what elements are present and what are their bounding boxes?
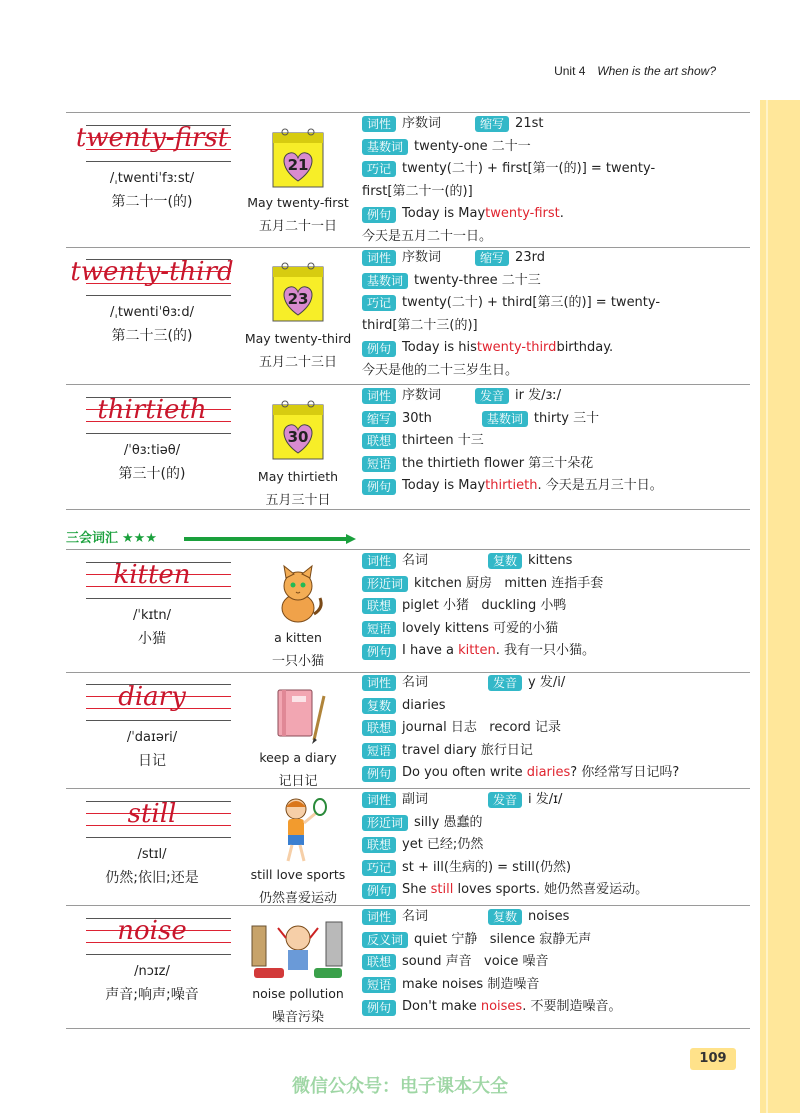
row-text: ir 发/ɜː/	[515, 388, 562, 403]
detail-row	[362, 595, 750, 618]
detail-row	[362, 640, 750, 663]
calendar-number: 21	[287, 156, 309, 174]
detail-rows	[362, 113, 750, 249]
row-text: diaries	[402, 697, 446, 713]
tag-label: 复数	[488, 909, 522, 925]
tag-label: 联想	[362, 720, 396, 736]
tag-label: 词性	[362, 553, 396, 569]
tag-label: 缩写	[475, 250, 509, 266]
calendar-number: 30	[287, 428, 309, 446]
calendar-icon	[271, 399, 325, 461]
picture-caption-zh: 五月二十三日	[258, 355, 337, 370]
watermark-text: 微信公众号：电子课本大全	[292, 1076, 508, 1097]
detail-rows	[362, 247, 750, 383]
word-phonetic: /stɪl/	[137, 847, 167, 862]
detail-rows	[362, 672, 750, 785]
detail-row	[362, 315, 750, 338]
detail-row	[362, 453, 750, 476]
detail-row	[362, 740, 750, 763]
picture-caption-en: keep a diary	[259, 750, 337, 765]
tag-label: 反义词	[362, 932, 408, 948]
detail-row	[362, 550, 750, 573]
picture-caption-zh: 五月三十日	[265, 493, 331, 508]
row-text: 名词	[402, 909, 429, 924]
tag-label: 联想	[362, 433, 396, 449]
tag-label: 缩写	[362, 411, 396, 427]
row-text: thirteen 十三	[402, 433, 484, 449]
row-text: kittens	[528, 553, 573, 568]
picture-caption-zh: 一只小猫	[271, 654, 324, 669]
tag-label: 形近词	[362, 576, 408, 592]
calendar-icon	[271, 127, 325, 189]
example-text: Today is his	[402, 340, 477, 356]
example-text: She	[402, 882, 431, 898]
word-handwriting: diary	[118, 682, 186, 712]
detail-row	[362, 672, 750, 695]
example-text: Today is May	[402, 206, 486, 222]
tag-label: 基数词	[482, 411, 528, 427]
highlight-word: thirtieth	[485, 478, 538, 494]
row-text: sound 声音 voice 噪音	[402, 954, 549, 970]
tag-label: 例句	[362, 766, 396, 782]
star-rating-icon: ★★★	[122, 531, 157, 546]
tag-label: 词性	[362, 792, 396, 808]
detail-row	[362, 337, 750, 360]
unit-label: Unit 4	[554, 64, 586, 78]
vocab-entry-twenty-first	[66, 112, 750, 248]
highlight-word: kitten	[458, 643, 496, 659]
example-text: Do you often write	[402, 765, 527, 781]
detail-row	[362, 951, 750, 974]
row-text: lovely kittens 可爱的小猫	[402, 620, 559, 636]
row-text: 名词	[402, 553, 429, 568]
word-meaning: 第二十一(的)	[111, 194, 193, 210]
tag-label: 短语	[362, 977, 396, 993]
highlight-word: twenty-third	[476, 340, 557, 356]
tag-label: 基数词	[362, 139, 408, 155]
row-text: 21st	[515, 116, 544, 131]
tag-label: 基数词	[362, 273, 408, 289]
detail-row	[362, 857, 750, 880]
detail-row	[362, 789, 750, 812]
detail-row	[362, 181, 750, 204]
calendar-number: 23	[287, 290, 309, 308]
detail-row	[362, 158, 750, 181]
detail-row	[362, 762, 750, 785]
vocab-entry-thirtieth	[66, 385, 750, 510]
detail-row	[362, 996, 750, 1019]
word-phonetic: /ˌtwentiˈθɜːd/	[109, 305, 195, 320]
row-text: 今天是他的二十三岁生日。	[362, 362, 519, 378]
section-header	[66, 527, 356, 547]
tag-label: 词性	[362, 909, 396, 925]
example-text: . 我有一只小猫。	[495, 643, 595, 659]
tag-label: 短语	[362, 456, 396, 472]
detail-row	[362, 292, 750, 315]
tag-label: 联想	[362, 837, 396, 853]
word-meaning: 仍然;依旧;还是	[105, 870, 199, 886]
row-text: journal 日志 record 记录	[402, 720, 561, 736]
vocab-entry-twenty-third	[66, 247, 750, 385]
tag-label: 词性	[362, 675, 396, 691]
example-text: I have a	[402, 643, 459, 659]
highlight-word: noises	[480, 999, 523, 1015]
detail-row	[362, 717, 750, 740]
word-phonetic: /ˌtwentiˈfɜːst/	[109, 171, 195, 186]
row-text: quiet 宁静 silence 寂静无声	[414, 931, 592, 947]
detail-row	[362, 408, 750, 431]
page-header	[554, 64, 716, 78]
tag-label: 复数	[488, 553, 522, 569]
detail-row	[362, 136, 750, 159]
word-phonetic: /ˈθɜːtiəθ/	[123, 443, 181, 458]
row-text: 序数词	[402, 388, 442, 403]
tag-label: 例句	[362, 883, 396, 899]
row-text: 23rd	[515, 250, 545, 265]
word-phonetic: /nɔɪz/	[134, 964, 170, 979]
calendar-icon	[271, 261, 325, 323]
detail-row	[362, 270, 750, 293]
picture-caption-zh: 噪音污染	[271, 1010, 324, 1025]
picture-caption-en: May twenty-third	[244, 331, 352, 346]
tag-label: 例句	[362, 479, 396, 495]
detail-row	[362, 974, 750, 997]
detail-row	[362, 929, 750, 952]
word-handwriting: twenty-third	[70, 257, 234, 287]
section-label: 三会词汇	[66, 531, 119, 546]
example-text: loves sports. 她仍然喜爱运动。	[453, 882, 649, 898]
detail-row	[362, 385, 750, 408]
detail-row	[362, 360, 750, 383]
tag-label: 巧记	[362, 860, 396, 876]
tag-label: 例句	[362, 644, 396, 660]
tag-label: 联想	[362, 598, 396, 614]
detail-row	[362, 618, 750, 641]
example-text: .	[559, 206, 564, 222]
picture-caption-zh: 五月二十一日	[258, 219, 337, 234]
tag-label: 发音	[488, 792, 522, 808]
row-text: twenty(二十) + first[第一(的)] = twenty-	[402, 161, 656, 177]
word-meaning: 小猫	[138, 631, 166, 647]
tag-label: 联想	[362, 954, 396, 970]
detail-row	[362, 475, 750, 498]
picture-caption-en: May thirtieth	[257, 469, 339, 484]
row-text: silly 愚蠢的	[414, 814, 483, 830]
example-text: . 不要制造噪音。	[522, 999, 622, 1015]
picture-caption-zh: 记日记	[278, 774, 318, 789]
row-text: the thirtieth flower 第三十朵花	[402, 455, 594, 471]
tag-label: 例句	[362, 207, 396, 223]
tag-label: 词性	[362, 116, 396, 132]
section-divider-arrow	[184, 537, 346, 541]
detail-rows	[362, 550, 750, 663]
word-meaning: 日记	[138, 753, 166, 769]
detail-rows	[362, 385, 750, 498]
word-phonetic: /ˈdaɪəri/	[126, 730, 178, 745]
tag-label: 发音	[488, 675, 522, 691]
example-text: birthday.	[556, 340, 614, 356]
picture-caption-zh: 仍然喜爱运动	[258, 891, 337, 906]
tag-label: 词性	[362, 250, 396, 266]
detail-row	[362, 573, 750, 596]
example-text: Today is May	[402, 478, 486, 494]
detail-row	[362, 113, 750, 136]
detail-rows	[362, 789, 750, 902]
word-handwriting: still	[127, 799, 177, 829]
highlight-word: diaries	[526, 765, 571, 781]
detail-row	[362, 226, 750, 249]
example-text: Don't make	[402, 999, 481, 1015]
row-text: st + ill(生病的) = still(仍然)	[402, 859, 572, 875]
tag-label: 巧记	[362, 161, 396, 177]
word-handwriting: noise	[117, 916, 187, 946]
row-text: 今天是五月二十一日。	[362, 228, 493, 244]
row-text: yet 已经;仍然	[402, 837, 484, 853]
word-meaning: 声音;响声;噪音	[105, 987, 199, 1003]
word-handwriting: twenty-first	[75, 123, 229, 153]
girl-tennis-picture-icon	[272, 795, 328, 865]
picture-caption-en: May twenty-first	[247, 195, 349, 210]
tag-label: 形近词	[362, 815, 408, 831]
row-text: twenty(二十) + third[第三(的)] = twenty-	[402, 295, 661, 311]
row-text: piglet 小猪 duckling 小鸭	[402, 598, 567, 614]
row-text: 序数词	[402, 250, 442, 265]
tag-label: 发音	[475, 388, 509, 404]
detail-row	[362, 834, 750, 857]
highlight-word: twenty-first	[485, 206, 560, 222]
row-text: i 发/ɪ/	[528, 792, 563, 807]
diary-picture-icon	[274, 686, 330, 746]
row-text: thirty 三十	[533, 410, 600, 426]
row-text: 副词	[402, 792, 429, 807]
noise-pollution-picture-icon	[248, 918, 348, 982]
kitten-picture-icon	[270, 564, 326, 626]
row-text: third[第二十三(的)]	[362, 317, 478, 333]
row-text: noises	[528, 909, 570, 924]
picture-caption-en: noise pollution	[252, 986, 344, 1001]
tag-label: 例句	[362, 1000, 396, 1016]
page-edge	[760, 100, 800, 1113]
vocab-entry-noise	[66, 906, 750, 1029]
row-text: 名词	[402, 675, 429, 690]
detail-row	[362, 695, 750, 718]
tag-label: 词性	[362, 388, 396, 404]
word-meaning: 第三十(的)	[118, 466, 186, 482]
tag-label: 例句	[362, 341, 396, 357]
word-handwriting: thirtieth	[97, 395, 207, 425]
row-text: 序数词	[402, 116, 442, 131]
row-text: 30th	[402, 410, 432, 426]
picture-caption-en: a kitten	[274, 630, 322, 645]
row-text: y 发/i/	[528, 675, 566, 690]
tag-label: 巧记	[362, 295, 396, 311]
page-number: 109	[690, 1048, 736, 1070]
row-text: travel diary 旅行日记	[402, 742, 533, 758]
word-meaning: 第二十三(的)	[111, 328, 193, 344]
row-text: make noises 制造噪音	[402, 976, 540, 992]
vocab-entry-diary	[66, 672, 750, 789]
detail-row	[362, 203, 750, 226]
detail-rows	[362, 906, 750, 1019]
tag-label: 复数	[362, 698, 396, 714]
tag-label: 缩写	[475, 116, 509, 132]
detail-row	[362, 879, 750, 902]
unit-title: When is the art show?	[597, 64, 716, 78]
row-text: twenty-one 二十一	[414, 138, 531, 154]
tag-label: 短语	[362, 621, 396, 637]
highlight-word: still	[430, 882, 454, 898]
row-text: twenty-three 二十三	[414, 272, 541, 288]
example-text: . 今天是五月三十日。	[537, 478, 663, 494]
word-handwriting: kitten	[113, 560, 191, 590]
example-text: ? 你经常写日记吗?	[570, 765, 680, 781]
vocab-entry-still	[66, 789, 750, 906]
word-phonetic: /ˈkɪtn/	[132, 608, 172, 623]
detail-row	[362, 906, 750, 929]
row-text: kitchen 厨房 mitten 连指手套	[414, 575, 604, 591]
row-text: first[第二十一(的)]	[362, 183, 473, 199]
detail-row	[362, 812, 750, 835]
tag-label: 短语	[362, 743, 396, 759]
picture-caption-en: still love sports	[250, 867, 346, 882]
vocab-entry-kitten	[66, 549, 750, 673]
detail-row	[362, 247, 750, 270]
detail-row	[362, 430, 750, 453]
